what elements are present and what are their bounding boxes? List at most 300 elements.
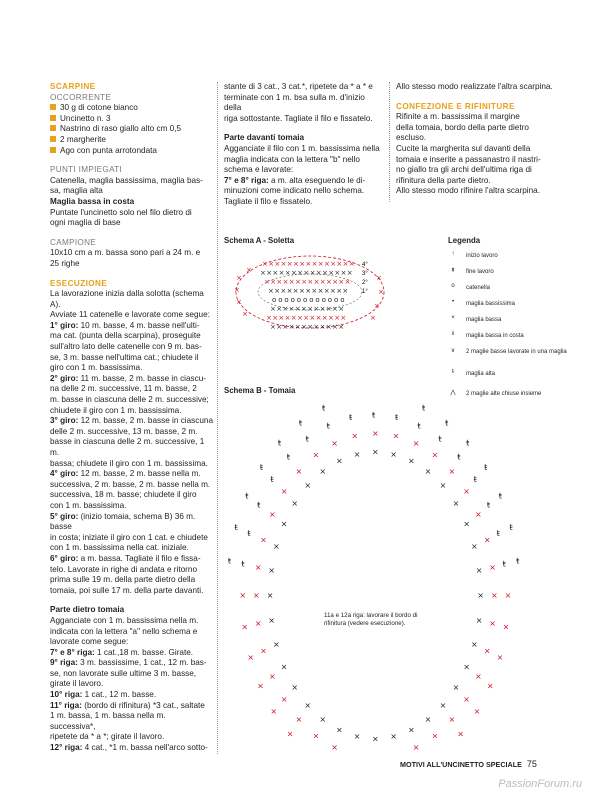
double-crochet-stitch: ŧ	[257, 500, 261, 510]
campione-text: 25 righe	[50, 258, 80, 268]
text-line	[50, 543, 213, 554]
double-crochet-stitch: ŧ	[348, 413, 353, 423]
text-line	[50, 416, 213, 427]
text-line	[50, 469, 213, 480]
single-crochet-stitch: ×	[457, 729, 464, 739]
esecuzione-body	[50, 289, 213, 596]
single-crochet-stitch: ×	[408, 725, 415, 735]
legend-item: ⋀ 2 maglie alte chiuse insieme	[448, 389, 568, 405]
single-crochet-stitch: ×	[307, 305, 314, 313]
text-line	[50, 363, 213, 374]
step-label: 9° riga:	[50, 658, 78, 668]
single-crochet-stitch: ×	[311, 287, 318, 295]
text-line	[50, 331, 213, 342]
parte-dietro-heading: Parte dietro tomaia	[50, 605, 125, 615]
single-crochet-stitch: ×	[335, 456, 343, 466]
step-text: a m. bassa. Tagliate il filo e fissa-	[78, 553, 201, 563]
step-text: tomaia, poi sulle 17 m. della parte davanti.	[50, 585, 204, 595]
single-crochet-stitch: ×	[295, 715, 303, 725]
single-crochet-stitch: ×	[276, 278, 283, 286]
double-crochet-stitch: ŧ	[259, 462, 264, 472]
step-label: 3° giro:	[50, 416, 79, 426]
single-crochet-stitch: ×	[326, 278, 332, 286]
chain-stitch: o	[290, 296, 295, 304]
single-crochet-stitch: ×	[323, 287, 330, 295]
single-crochet-stitch: ×	[463, 695, 470, 705]
single-crochet-stitch: ×	[312, 731, 320, 741]
step-text: se, 3 m. basse nell'ultima cat.; chiudete il	[50, 352, 199, 362]
single-crochet-stitch: ×	[295, 278, 301, 286]
single-crochet-stitch: ×	[280, 260, 287, 268]
text-line	[50, 732, 213, 743]
single-crochet-stitch: ×	[330, 260, 337, 268]
step-text: schema e lavorate:	[224, 165, 294, 175]
campione-heading: CAMPIONE	[50, 237, 97, 247]
column-instructions-2	[224, 82, 384, 208]
text-line: della tomaia, bordo della parte dietro	[396, 122, 529, 132]
text-line	[50, 353, 213, 364]
chain-stitch: o	[296, 296, 302, 304]
chain-stitch: o	[334, 296, 339, 304]
single-crochet-stitch: ×	[470, 640, 478, 650]
single-crochet-stitch: ×	[260, 646, 267, 656]
step-text: Agganciate con 1 m. bassissima nella m.	[50, 615, 199, 625]
single-crochet-stitch: ×	[412, 743, 420, 753]
legend-item: • maglia bassissima	[448, 299, 568, 315]
double-crochet-stitch: ŧ	[502, 559, 506, 569]
single-crochet-stitch: ×	[284, 314, 291, 322]
step-text: telo. Lavorate in righe di andata e ritorno	[50, 564, 198, 574]
single-crochet-stitch: ×	[276, 305, 283, 313]
single-crochet-stitch: ×	[475, 510, 482, 520]
single-crochet-stitch: ×	[304, 481, 312, 491]
single-crochet-stitch: ×	[273, 541, 280, 551]
single-crochet-stitch: ×	[309, 269, 316, 277]
single-crochet-stitch: ×	[332, 305, 338, 313]
text-line	[50, 437, 213, 458]
double-crochet-stitch: ŧ	[270, 474, 274, 484]
single-crochet-stitch: ×	[311, 260, 318, 268]
single-crochet-stitch: ×	[452, 683, 460, 693]
text-line	[224, 186, 384, 197]
single-crochet-stitch: ×	[273, 640, 280, 650]
single-crochet-stitch: ×	[346, 269, 353, 277]
single-crochet-stitch: ×	[319, 278, 326, 286]
magazine-title: MOTIVI ALL'UNCINETTO SPECIALE	[400, 760, 522, 769]
legend-item: ↑ inizio lavoro	[448, 251, 568, 267]
round-label-2: 2°	[362, 280, 368, 286]
text-line	[224, 165, 384, 176]
single-crochet-stitch: ×	[272, 314, 279, 322]
single-crochet-stitch: ×	[264, 278, 270, 286]
single-crochet-stitch: ×	[431, 450, 439, 460]
text-line	[224, 176, 384, 187]
single-crochet-stitch: ×	[319, 305, 326, 313]
text-line	[50, 658, 213, 669]
double-crochet-stitch: ŧ	[286, 452, 290, 462]
text-line: escluso.	[396, 133, 427, 143]
single-crochet-stitch: ×	[288, 278, 295, 286]
step-text: 12 m. basse, 2 m. basse in ciascuna	[78, 416, 214, 426]
single-crochet-stitch: ×	[260, 535, 267, 545]
single-crochet-stitch: ×	[288, 305, 295, 313]
single-crochet-icon: ×	[451, 315, 455, 321]
text-line: Cucite la margherita sul davanti della	[396, 143, 531, 153]
text-line	[50, 627, 213, 638]
text-line: rifinitura della parte dietro.	[396, 175, 491, 185]
text-line	[50, 395, 213, 406]
double-crochet-stitch: ŧ	[516, 556, 520, 566]
single-crochet-stitch: ×	[378, 288, 384, 296]
single-crochet-stitch: ×	[315, 314, 322, 322]
step-text: 12 m. basse, 2 m. basse nella m.	[78, 469, 201, 479]
single-crochet-stitch: ×	[353, 732, 361, 742]
single-crochet-stitch: ×	[270, 278, 277, 286]
single-crochet-stitch: ×	[266, 314, 272, 322]
double-crochet-stitch: ŧ	[372, 410, 376, 420]
single-crochet-stitch: ×	[475, 671, 482, 681]
list-item: Uncinetto n. 3	[50, 114, 213, 125]
step-text: 4 cat., *1 m. bassa nell'arco sotto-	[82, 743, 208, 753]
chain-stitch: o	[284, 296, 289, 304]
single-crochet-stitch: ×	[317, 260, 324, 268]
text-line	[50, 384, 213, 395]
single-crochet-stitch: ×	[282, 323, 289, 331]
single-crochet-stitch: ×	[268, 510, 276, 520]
text-line: Allo stesso modo realizzate l'altra scarpina.	[396, 82, 553, 91]
single-crochet-back-icon: ẋ	[451, 331, 455, 337]
chain-stitch: o	[327, 296, 333, 304]
step-label: 11° riga:	[50, 700, 82, 710]
single-crochet-stitch: ×	[486, 681, 494, 691]
single-crochet-stitch: ×	[325, 305, 332, 313]
list-item: Nastrino di raso giallo alto cm 0,5	[50, 124, 213, 135]
double-crochet-stitch: ŧ	[305, 434, 309, 444]
parte-davanti-heading: Parte davanti tomaia	[224, 133, 305, 143]
step-text: basse in ciascuna delle 2 m. successive, 1 m.	[50, 437, 205, 457]
single-crochet-stitch: ×	[477, 591, 485, 600]
single-crochet-stitch: ×	[286, 729, 294, 739]
text-line	[50, 512, 213, 533]
text-line	[50, 406, 213, 417]
single-crochet-stitch: ×	[247, 652, 255, 662]
single-crochet-stitch: ×	[241, 622, 249, 632]
column-instructions-1	[50, 82, 213, 754]
legend	[448, 236, 568, 405]
step-text: m. basse in ciascuna delle 2 m. successive;	[50, 395, 209, 405]
single-crochet-stitch: ×	[448, 715, 456, 725]
step-text: ma cat. (punta della scarpina), proseguite	[50, 331, 201, 341]
single-crochet-stitch: ×	[328, 269, 335, 277]
step-text: successiva, 18 m. basse; chiudete il giro	[50, 490, 197, 500]
text-line	[50, 701, 213, 712]
double-crochet-stitch: ŧ	[484, 462, 488, 472]
single-crochet-stitch: ×	[489, 619, 496, 629]
step-text: (inizio tomaia, schema B) 36 m. basse	[50, 511, 196, 532]
text-line	[50, 427, 213, 438]
text-line: Allo stesso modo rifinire l'altra scarpina.	[396, 186, 540, 196]
single-crochet-stitch: ×	[266, 591, 274, 600]
list-item: 30 g di cotone bianco	[50, 103, 213, 114]
single-crochet-stitch: ×	[246, 266, 252, 274]
legend-title: Legenda	[448, 236, 481, 245]
single-crochet-stitch: ×	[303, 269, 310, 277]
text-line	[50, 575, 213, 586]
single-crochet-stitch: ×	[236, 274, 242, 282]
step-text: indicata con la lettera "a" nello schema e	[50, 626, 198, 636]
single-crochet-stitch: ×	[304, 700, 312, 710]
single-crochet-stitch: ×	[307, 278, 314, 286]
parte-davanti-body	[224, 144, 384, 208]
text-line	[50, 490, 213, 501]
text-line	[50, 690, 213, 701]
single-crochet-stitch: ×	[332, 323, 338, 331]
double-crochet-stitch: ŧ	[234, 522, 238, 532]
step-text: 10 m. basse, 4 m. basse nell'ulti-	[78, 320, 200, 330]
single-crochet-stitch: ×	[299, 260, 306, 268]
single-crochet-stitch: ×	[412, 438, 420, 448]
text-line	[50, 501, 213, 512]
single-crochet-stitch: ×	[504, 591, 512, 600]
single-crochet-stitch: ×	[254, 619, 262, 629]
bullet-square-icon	[50, 104, 56, 110]
list-item: 2 margherite	[50, 135, 213, 146]
legend-item: ŧ maglia alta	[448, 369, 568, 389]
chain-icon: o	[451, 283, 455, 289]
slip-stitch-icon: •	[451, 299, 455, 305]
single-crochet-stitch: ×	[470, 541, 478, 551]
chain-stitch: o	[309, 296, 314, 304]
watermark: PassionForum.ru	[498, 778, 582, 790]
single-crochet-stitch: ×	[278, 314, 285, 322]
single-crochet-stitch: ×	[257, 681, 264, 691]
step-text: se, non lavorate sulle ultime 3 m. basse,	[50, 668, 197, 678]
step-text: 1 cat.,18 m. basse. Girate.	[94, 647, 194, 657]
step-label: 5° giro:	[50, 511, 79, 521]
double-crochet-stitch: ŧ	[496, 529, 500, 539]
arrow-up-icon: ↑	[451, 251, 455, 257]
double-crochet-stitch: ŧ	[326, 421, 330, 431]
double-crochet-stitch: ŧ	[486, 500, 491, 510]
single-crochet-stitch: ×	[280, 287, 287, 295]
single-crochet-stitch: ×	[297, 269, 304, 277]
single-crochet-stitch: ×	[299, 287, 305, 295]
single-crochet-stitch: ×	[317, 287, 324, 295]
single-crochet-stitch: ×	[307, 323, 314, 331]
double-crochet-stitch: ŧ	[457, 452, 461, 462]
single-crochet-stitch: ×	[475, 566, 483, 576]
single-crochet-stitch: ×	[372, 447, 379, 457]
single-crochet-stitch: ×	[330, 287, 336, 295]
single-crochet-stitch: ×	[483, 535, 491, 545]
step-text: Tagliate il filo e fissatelo.	[224, 196, 313, 206]
legend-item: ẋ maglia bassa in costa	[448, 331, 568, 347]
column-instructions-3	[396, 82, 558, 197]
legend-item: ∨ 2 maglie basse lavorate in una maglia	[448, 347, 568, 369]
step-label: 12° riga:	[50, 743, 83, 753]
single-crochet-stitch: ×	[312, 450, 320, 460]
round-label-3: 3°	[362, 271, 368, 277]
confezione-heading: CONFEZIONE E RIFINITURE	[396, 101, 515, 111]
single-crochet-stitch: ×	[331, 438, 339, 448]
single-crochet-stitch: ×	[272, 269, 279, 277]
single-crochet-stitch: ×	[268, 260, 275, 268]
text-line	[50, 637, 213, 648]
text-line	[50, 648, 213, 659]
single-crochet-stitch: ×	[291, 498, 299, 508]
step-text: ripetete da * a *; girate il lavoro.	[50, 732, 165, 742]
text-line	[50, 480, 213, 491]
single-crochet-stitch: ×	[319, 715, 327, 725]
single-crochet-stitch: ×	[473, 707, 481, 717]
single-crochet-stitch: ×	[295, 466, 303, 476]
single-crochet-stitch: ×	[270, 707, 278, 717]
text-line: stante di 3 cat., 3 cat.*, ripetete da * a * e	[224, 82, 373, 91]
step-text: Agganciate il filo con 1 m. bassissima nella	[224, 143, 380, 153]
step-label: 7° e 8° riga:	[224, 175, 269, 185]
single-crochet-stitch: ×	[278, 269, 285, 277]
step-text: 1 cat., 12 m. basse.	[82, 690, 157, 700]
step-text: con 1 m. bassissima.	[50, 500, 127, 510]
materials-list	[50, 103, 213, 156]
step-text: 1 m. bassa, 1 m. bassa nella m. successiva*,	[50, 711, 166, 731]
single-crochet-stitch: ×	[280, 662, 288, 672]
single-crochet-stitch: ×	[284, 269, 291, 277]
single-crochet-stitch: ×	[331, 743, 339, 753]
double-crochet-stitch: ŧ	[245, 491, 249, 501]
text-line	[50, 669, 213, 680]
text-line	[50, 321, 213, 332]
single-crochet-stitch: ×	[315, 269, 322, 277]
single-crochet-stitch: ×	[280, 695, 288, 705]
single-crochet-stitch: ×	[332, 278, 339, 286]
single-crochet-stitch: ×	[276, 323, 283, 331]
legend-item: × maglia bassa	[448, 315, 568, 331]
single-crochet-stitch: ×	[290, 314, 297, 322]
single-crochet-stitch: ×	[336, 260, 343, 268]
single-crochet-stitch: ×	[372, 429, 379, 439]
single-crochet-stitch: ×	[301, 323, 307, 331]
step-text: chiudete il giro con 1 m. bassissima.	[50, 405, 182, 415]
text-line	[50, 616, 213, 627]
step-label: 1° giro:	[50, 320, 79, 330]
single-crochet-stitch: ×	[342, 260, 349, 268]
text-line	[50, 533, 213, 544]
step-text: a m. alta eseguendo le di-	[268, 175, 366, 185]
single-crochet-stitch: ×	[390, 449, 397, 459]
chain-stitch: o	[321, 296, 326, 304]
step-text: in costa; iniziate il giro con 1 cat. e chiudete	[50, 532, 208, 542]
double-crochet-stitch: ŧ	[438, 434, 442, 444]
text-line: riga sottostante. Tagliate il filo e fissatelo.	[224, 113, 373, 123]
schema-b-title: Schema B - Tomaia	[224, 386, 296, 395]
punti-heading: PUNTI IMPIEGATI	[50, 165, 123, 175]
single-crochet-stitch: ×	[351, 431, 359, 441]
mbc-text: ogni maglia di base	[50, 218, 121, 228]
single-crochet-stitch: ×	[313, 323, 320, 331]
text-line	[224, 155, 384, 166]
text-line	[50, 679, 213, 690]
single-crochet-stitch: ×	[282, 278, 289, 286]
single-crochet-stitch: ×	[448, 466, 456, 476]
single-crochet-stitch: ×	[262, 260, 268, 268]
double-crochet-stitch: ŧ	[395, 413, 399, 423]
text-line	[50, 711, 213, 732]
punti-text: sa, maglia alta	[50, 186, 103, 196]
step-text: 3 m. bassissime, 1 cat., 12 m. bas-	[77, 658, 207, 668]
single-crochet-stitch: ×	[336, 287, 343, 295]
single-crochet-stitch: ×	[376, 274, 382, 282]
double-crochet-stitch: ŧ	[227, 556, 231, 566]
step-text: maglia indicata con la lettera "b" nello	[224, 154, 360, 164]
round-label-1: 1°	[362, 289, 368, 295]
single-crochet-stitch: ×	[335, 725, 343, 735]
schema-b-diagram	[222, 398, 522, 758]
single-crochet-stitch: ×	[344, 278, 351, 286]
single-crochet-stitch: ×	[338, 305, 345, 313]
single-crochet-stitch: ×	[463, 486, 470, 496]
single-crochet-stitch: ×	[313, 278, 320, 286]
text-line	[50, 289, 213, 310]
double-crochet-stitch: ŧ	[498, 491, 502, 501]
double-crochet-icon: ŧ	[452, 369, 454, 375]
single-crochet-stitch: ×	[294, 305, 301, 313]
step-text: sull'altro lato delle catenelle con 9 m. bas-	[50, 342, 202, 352]
step-label: 4° giro:	[50, 469, 79, 479]
single-crochet-stitch: ×	[452, 498, 460, 508]
single-crochet-stitch: ×	[322, 269, 328, 277]
single-crochet-stitch: ×	[370, 314, 376, 322]
text-line	[224, 144, 384, 155]
single-crochet-stitch: ×	[340, 314, 347, 322]
text-line	[50, 743, 213, 754]
single-crochet-stitch: ×	[292, 287, 299, 295]
single-crochet-stitch: ×	[293, 260, 299, 268]
arrow-end-icon: ⇞	[450, 268, 456, 274]
chain-stitch: o	[278, 296, 283, 304]
list-item: Ago con punta arrotondata	[50, 146, 213, 157]
parte-dietro-body	[50, 616, 213, 754]
text-line	[50, 459, 213, 470]
decrease-icon: ⋀	[450, 390, 456, 396]
text-line	[50, 342, 213, 353]
single-crochet-stitch: ×	[268, 287, 274, 295]
step-text: na delle 2 m. successive, 11 m. basse, 2	[50, 384, 197, 394]
single-crochet-stitch: ×	[301, 305, 307, 313]
step-text: con 1 m. bassissima nella cat. iniziale.	[50, 543, 189, 553]
single-crochet-stitch: ×	[489, 562, 496, 572]
step-label: 2° giro:	[50, 373, 79, 383]
single-crochet-stitch: ×	[408, 456, 415, 466]
single-crochet-stitch: ×	[286, 260, 293, 268]
legend-item: o catenella	[448, 283, 568, 299]
chain-stitch: o	[272, 296, 277, 304]
single-crochet-stitch: ×	[338, 278, 345, 286]
single-crochet-stitch: ×	[253, 591, 260, 600]
single-crochet-stitch: ×	[348, 260, 355, 268]
section-title-scarpine: SCARPINE	[50, 82, 96, 91]
single-crochet-stitch: ×	[280, 486, 288, 496]
punti-text: Catenella, maglia bassissima, maglia bas-	[50, 175, 203, 185]
single-crochet-stitch: ×	[305, 260, 312, 268]
single-crochet-stitch: ×	[502, 622, 510, 632]
schema-a-diagram	[226, 250, 396, 340]
mbc-text: Puntate l'uncinetto solo nel filo dietro di	[50, 207, 192, 217]
single-crochet-stitch: ×	[288, 323, 295, 331]
single-crochet-stitch: ×	[392, 431, 400, 441]
schema-a-title: Schema A - Soletta	[224, 236, 295, 245]
single-crochet-stitch: ×	[372, 734, 379, 744]
